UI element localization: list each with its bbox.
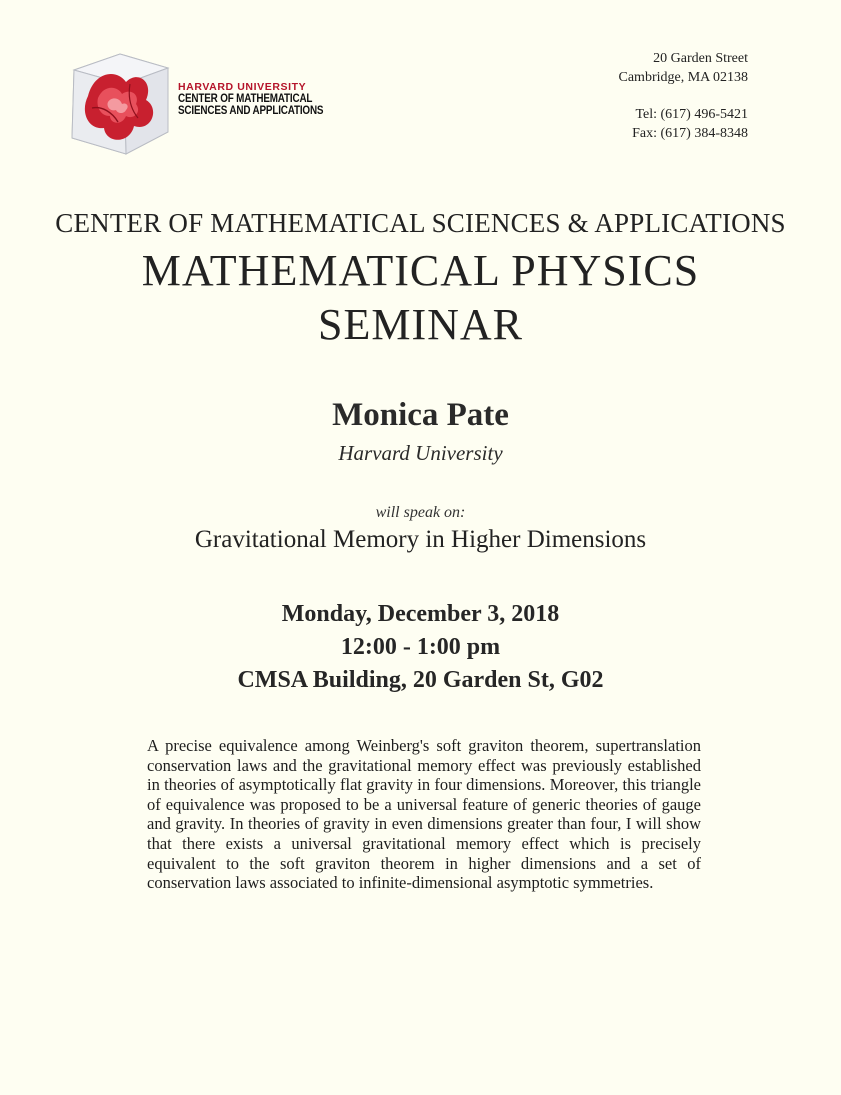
address-street: 20 Garden Street xyxy=(653,51,748,66)
event-date: Monday, December 3, 2018 xyxy=(281,601,560,627)
logo-center-line1: CENTER OF MATHEMATICAL xyxy=(178,93,313,106)
logo-center-line2: SCIENCES AND APPLICATIONS xyxy=(178,105,324,118)
event-location: CMSA Building, 20 Garden St, G02 xyxy=(237,667,604,693)
series-line-1: MATHEMATICAL PHYSICS xyxy=(141,246,700,295)
speaker-affiliation: Harvard University xyxy=(338,441,503,465)
address-tel: Tel: (617) 496-5421 xyxy=(635,107,748,122)
series-line-2: SEMINAR xyxy=(317,300,524,349)
contact-address xyxy=(619,49,749,143)
talk-title: Gravitational Memory in Higher Dimensions xyxy=(194,526,647,553)
center-name: CENTER OF MATHEMATICAL SCIENCES & APPLICATIONS xyxy=(55,208,786,238)
will-speak-on: will speak on: xyxy=(375,504,466,521)
logo-wordmark xyxy=(178,82,347,117)
event-time: 12:00 - 1:00 pm xyxy=(340,634,501,660)
event-details xyxy=(0,598,841,697)
address-fax: Fax: (617) 384-8348 xyxy=(632,126,748,141)
seminar-series-title xyxy=(0,244,841,352)
speaker-name: Monica Pate xyxy=(332,397,509,433)
cmsa-logo xyxy=(68,48,328,156)
cube-icon xyxy=(68,48,172,156)
logo-university: HARVARD UNIVERSITY xyxy=(178,81,307,93)
address-city: Cambridge, MA 02138 xyxy=(618,70,748,85)
abstract-text: A precise equivalence among Weinberg's soft graviton theorem, supertranslation conservation laws and the gravitational memory effect was previously established in theories of asymptotically flat gravity in four dimensions. Moreover, this triangle of equivalence was proposed to be a universal feature of generic theories of gauge and gravity. In theories of gravity in even dimensions greater than four, I will show that there exists a universal gravitational memory effect which is precisely equivalent to the soft graviton theorem in higher dimensions and a set of conservation laws associated to infinite-dimensional asymptotic symmetries. xyxy=(147,736,701,893)
